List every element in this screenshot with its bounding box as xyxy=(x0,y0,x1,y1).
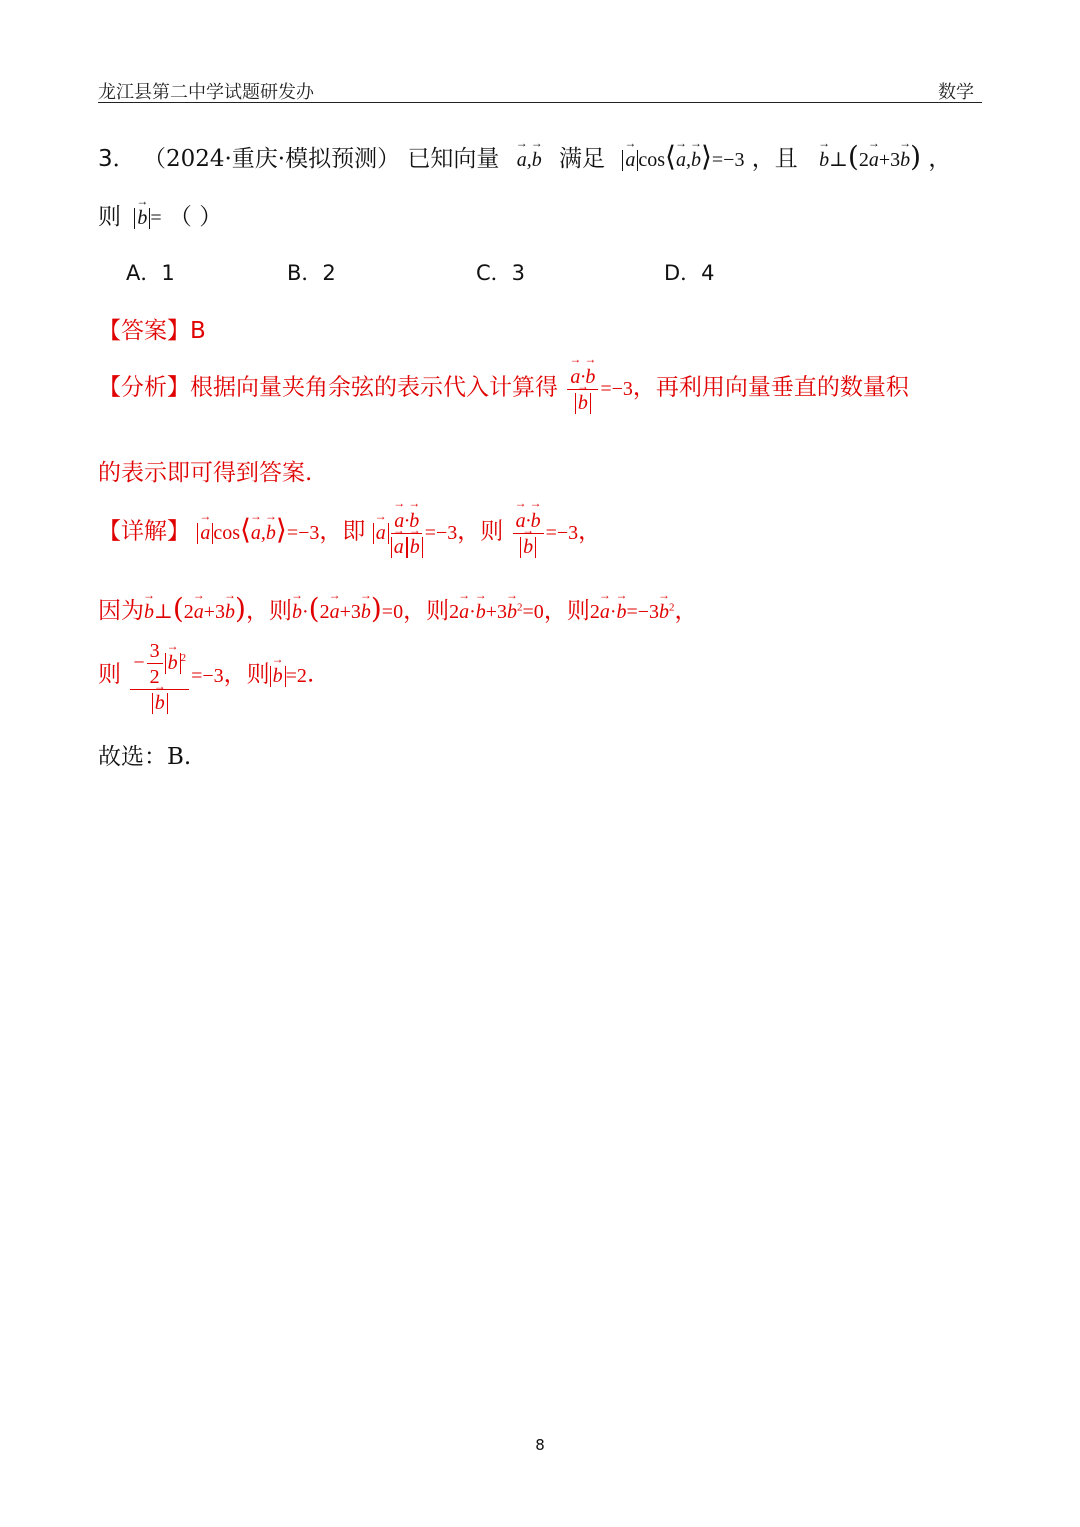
answer-value: B xyxy=(190,318,206,344)
detail-text-4: 因为 xyxy=(98,598,144,624)
detail-line-3 xyxy=(98,640,314,714)
question-text-1: 已知向量 xyxy=(407,146,500,172)
header-school: 龙江县第二中学试题研发办 xyxy=(98,82,314,103)
formula-detail-8: − $\frac{3}{2}$ → b $^2$ → b =−3 xyxy=(128,665,223,687)
conclusion-text: 故选：B. xyxy=(98,744,192,770)
formula-detail-7: $2\to a\cdot\to b=-3\to b^2$ xyxy=(590,601,675,623)
analysis-text-2: ，再利用向量垂直的数量积 xyxy=(632,374,909,401)
answer-line xyxy=(98,312,206,345)
analysis-tag: 【分析】 xyxy=(98,374,190,401)
detail-text-9: 则 xyxy=(98,661,121,688)
options-row xyxy=(0,257,1080,287)
detail-text-6: ，则 xyxy=(403,598,450,624)
formula-condition-1: → a cos⟨→ a,→ b⟩=−3 xyxy=(622,149,744,171)
analysis-text-3: 的表示即可得到答案. xyxy=(98,460,313,486)
question-line-2 xyxy=(98,198,222,231)
detail-text-5: ，则 xyxy=(245,598,292,624)
question-text-4: ， xyxy=(928,146,952,172)
answer-tag: 【答案】 xyxy=(98,318,190,344)
question-text-3: ，且 xyxy=(751,146,798,172)
analysis-text-1: 根据向量夹角余弦的表示代入计算得 xyxy=(190,374,558,401)
detail-text-1: ，即 xyxy=(319,518,366,545)
formula-detail-5: → b·(2→ a+3→ b)=0 xyxy=(292,601,403,623)
formula-condition-2: → b⊥(2→ a+3→ b) xyxy=(819,149,921,171)
detail-text-3: ， xyxy=(578,518,602,545)
formula-abs-b: → b = xyxy=(134,207,161,229)
conclusion-line xyxy=(98,738,191,771)
detail-text-7: ，则 xyxy=(543,598,590,624)
question-paren: （ ） xyxy=(168,204,223,230)
question-number: 3． xyxy=(98,146,136,172)
question-line-1 xyxy=(98,140,951,173)
option-d: D．4 xyxy=(664,261,715,285)
analysis-line-1 xyxy=(98,366,909,414)
detail-line-1 xyxy=(98,510,601,558)
option-c: C．3 xyxy=(476,261,526,285)
formula-detail-4: → b⊥(2→ a+3→ b) xyxy=(144,601,246,623)
option-a: A．1 xyxy=(126,261,175,285)
detail-line-2 xyxy=(98,592,698,625)
detail-text-11: . xyxy=(306,661,315,688)
question-text-5: 则 xyxy=(98,204,121,230)
formula-detail-6: $2\to a\cdot\to b+3\to b^2=0$ xyxy=(449,601,544,623)
detail-text-2: ，则 xyxy=(457,518,504,545)
question-text-2: 满足 xyxy=(559,146,606,172)
detail-text-8: ， xyxy=(674,598,698,624)
header-subject: 数学 xyxy=(938,82,974,103)
vectors-ab: → a,→ b xyxy=(517,149,542,171)
formula-detail-9: → b =2 xyxy=(270,665,307,687)
page-number: 8 xyxy=(535,1436,545,1454)
formula-detail-2: → a → a·→ b → a→ b =−3 xyxy=(373,522,458,544)
question-source: （2024·重庆·模拟预测） xyxy=(142,146,401,172)
formula-detail-3: → a·→ b → b =−3 xyxy=(511,522,579,544)
formula-analysis-fraction: → a·→ b → b =−3 xyxy=(565,378,633,400)
option-b: B．2 xyxy=(287,261,336,285)
formula-detail-1: → a cos⟨→ a,→ b⟩=−3 xyxy=(197,522,319,544)
detail-text-10: ，则 xyxy=(223,661,270,688)
detail-tag: 【详解】 xyxy=(98,518,190,545)
analysis-line-2 xyxy=(98,454,312,487)
page-header xyxy=(98,76,982,103)
